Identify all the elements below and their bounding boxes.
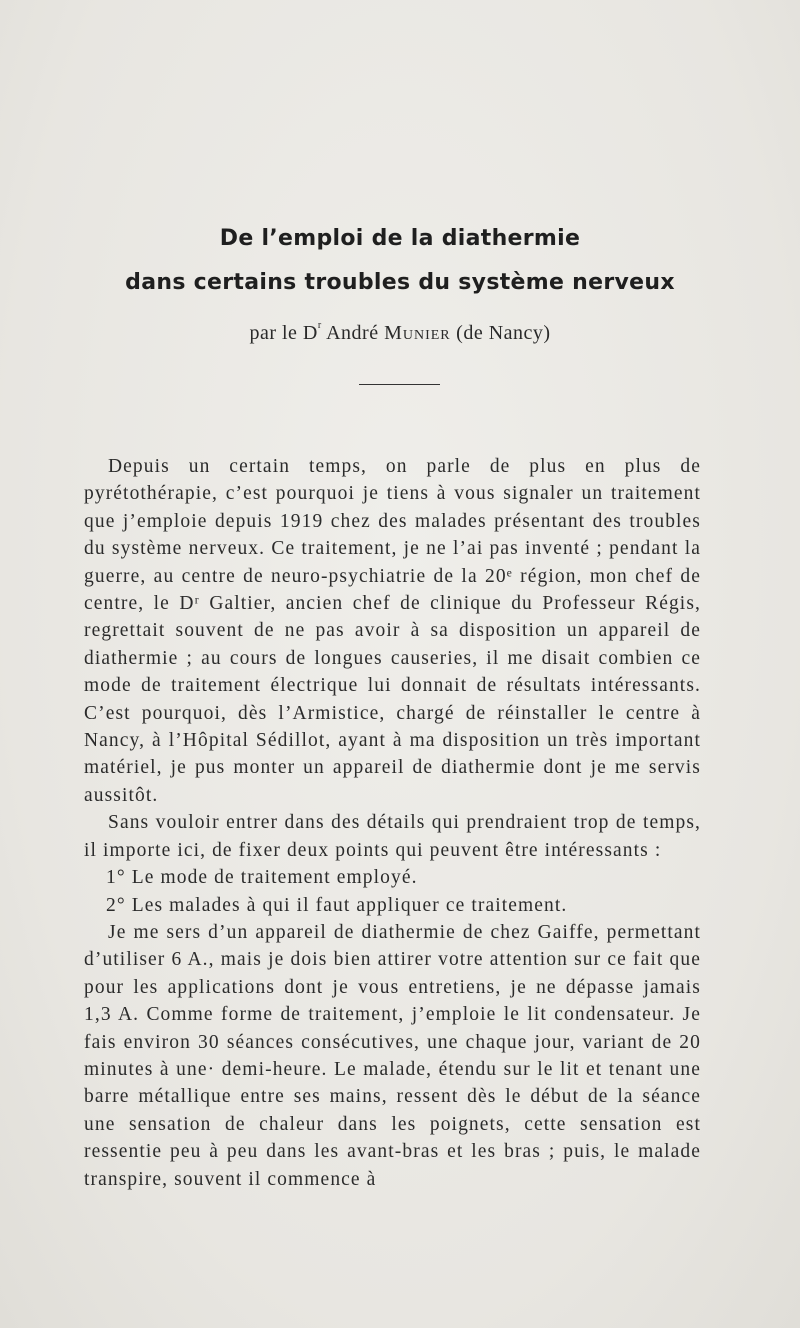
paragraph: Depuis un certain temps, on parle de plus en plus de pyrétothérapie, c’est pourquoi je tiens à vous signaler un traitement que j’emploie depuis 1919 chez des malades présentant des troubles du système nerveux. Ce traitement, je ne l’ai pas inventé ; pendant la guerre, au centre de neuro-psychiatrie de la 20ᵉ région, mon chef de centre, le Dʳ Galtier, ancien chef de clinique du Professeur Régis, regrettait souvent de ne pas avoir à sa disposition un appareil de diathermie ; au cours de longues causeries, il me disait combien ce mode de traitement électrique lui donnait de résultats intéressants. C’est pourquoi, dès l’Armistice, chargé de réinstaller le centre à Nancy, à l’Hôpital Sédillot, ayant à ma disposition un très important matériel, je pus monter un appareil de diathermie dont je me servis aussitôt. (84, 456, 701, 806)
article-title-line-2: dans certains troubles du système nerveux (125, 270, 675, 295)
byline-title-sup: r (317, 320, 322, 331)
author-byline (0, 322, 800, 345)
list-item: 1° Le mode de traitement employé. (106, 867, 418, 889)
title-separator-rule (359, 384, 440, 385)
byline-firstname: André (321, 322, 385, 344)
byline-prefix: par le D (249, 322, 318, 344)
article-title-line-1: De l’emploi de la diathermie (219, 226, 581, 251)
byline-place: (de Nancy) (450, 322, 551, 344)
list-item: 2° Les malades à qui il faut appliquer ce traitement. (106, 894, 568, 916)
byline-surname: Munier (384, 322, 451, 344)
paragraph: Sans vouloir entrer dans des détails qui prendraient trop de temps, il importe ici, de fixer deux points qui peuvent être intéressants : (84, 812, 701, 861)
article-body (84, 453, 701, 1193)
paragraph: Je me sers d’un appareil de diathermie de chez Gaiffe, permettant d’utiliser 6 A., mais je dois bien attirer votre attention sur ce fait que pour les applications dont je vous entretiens, je ne dépasse jamais 1,3 A. Comme forme de traitement, j’emploie le lit condensateur. Je fais environ 30 séances consécutives, une chaque jour, variant de 20 minutes à une· demi-heure. Le malade, étendu sur le lit et tenant une barre métallique entre ses mains, ressent dès le début de la séance une sensation de chaleur dans les poignets, cette sensation est ressentie peu à peu dans les avant-bras et les bras ; puis, le malade transpire, souvent il commence à (84, 921, 701, 1190)
